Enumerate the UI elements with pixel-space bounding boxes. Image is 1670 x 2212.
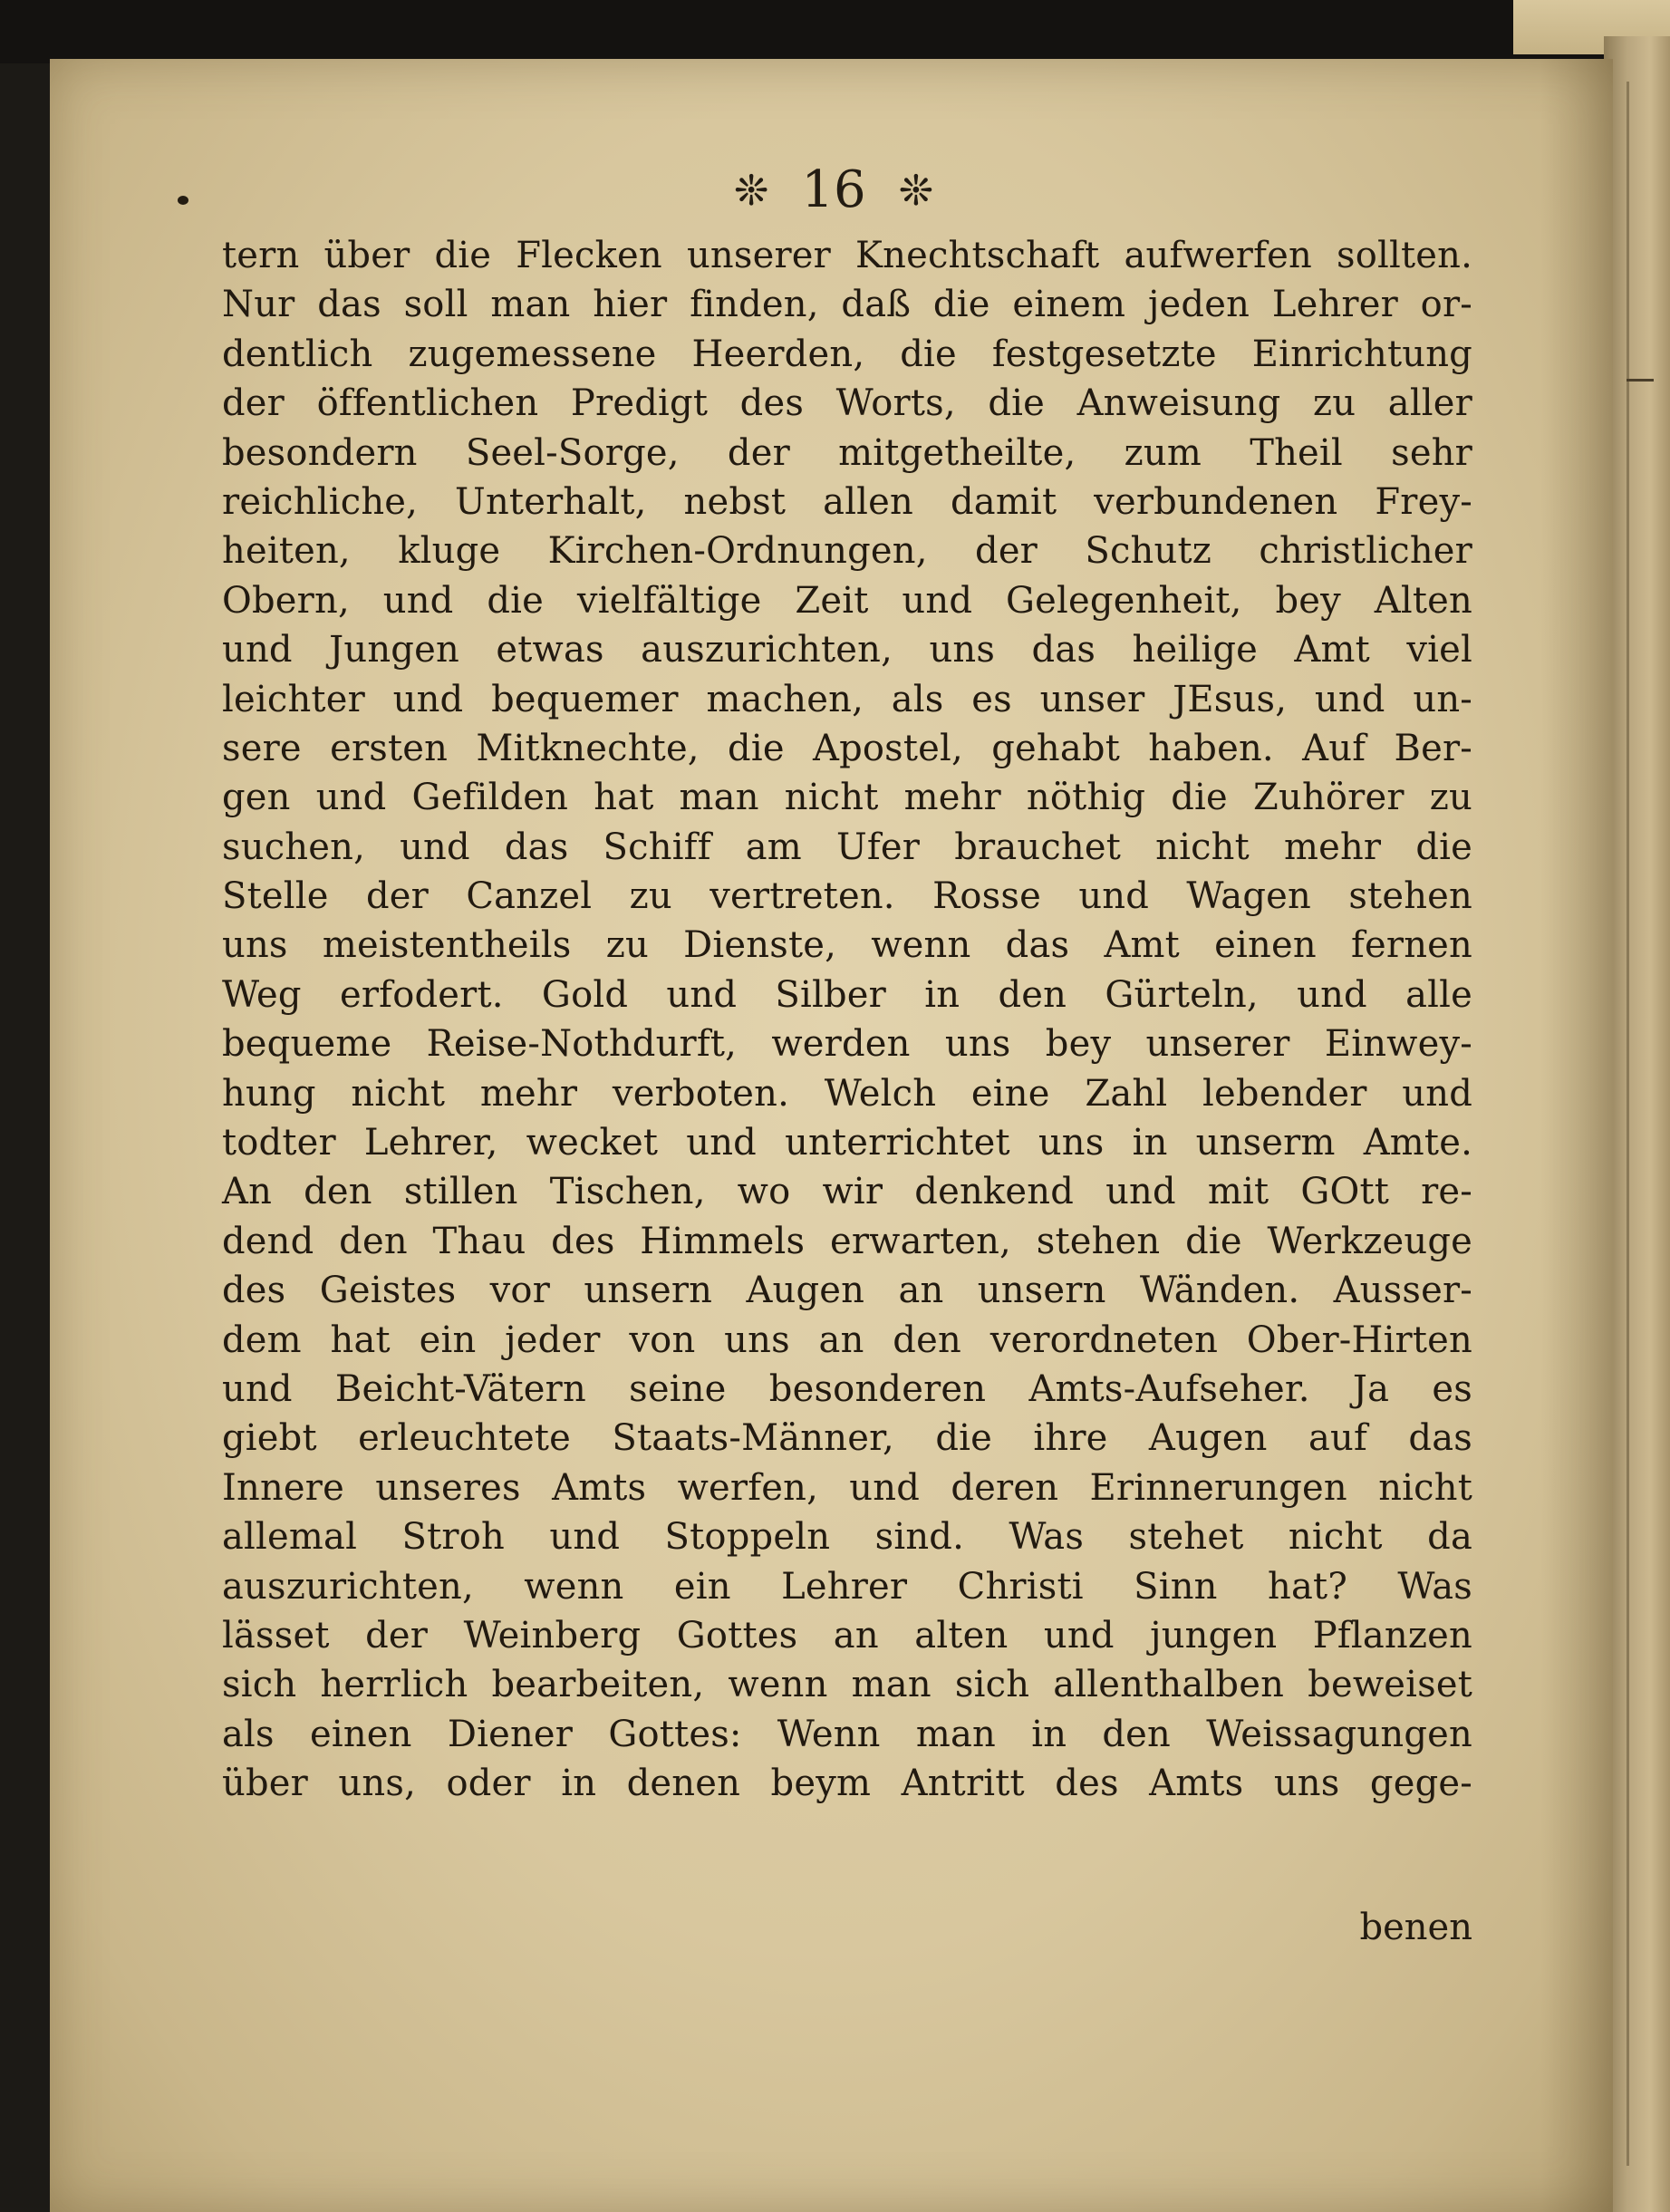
text-line: auszurichten, wenn ein Lehrer Christi Sinn hat? Was — [222, 1565, 1472, 1608]
text-line: und Jungen etwas auszurichten, uns das heilige Amt viel — [222, 629, 1472, 671]
text-line: reichliche, Unterhalt, nebst allen damit verbundenen Frey- — [222, 480, 1472, 523]
text-line: tern über die Flecken unserer Knechtschaft aufwerfen sollten. — [222, 235, 1472, 276]
text-line: Nur das soll man hier finden, daß die einem jeden Lehrer or- — [222, 284, 1472, 326]
text-line: sere ersten Mitknechte, die Apostel, gehabt haben. Auf Ber- — [222, 727, 1472, 769]
text-line: leichter und bequemer machen, als es unser JEsus, und un- — [222, 678, 1472, 720]
text-line: allemal Stroh und Stoppeln sind. Was stehet nicht da — [222, 1516, 1472, 1559]
text-line: bequeme Reise-Nothdurft, werden uns bey unserer Einwey- — [222, 1023, 1472, 1066]
text-line: über uns, oder in denen beym Antritt des Amts uns gege- — [222, 1763, 1472, 1805]
catchword: benen — [1359, 1907, 1472, 1948]
text-line: Stelle der Canzel zu vertreten. Rosse und Wagen stehen — [222, 875, 1472, 918]
text-line: todter Lehrer, wecket und unterrichtet uns in unserm Amte. — [222, 1122, 1472, 1164]
text-line: suchen, und das Schiff am Ufer brauchet nicht mehr die — [222, 826, 1472, 868]
text-line: des Geistes vor unsern Augen an unsern Wänden. Ausser- — [222, 1270, 1472, 1312]
text-line: der öffentlichen Predigt des Worts, die Anweisung zu aller — [222, 382, 1472, 425]
text-line: und Beicht-Vätern seine besonderen Amts-Aufseher. Ja es — [222, 1367, 1472, 1410]
page-header — [634, 154, 1033, 227]
ornament-right-icon: ❊ — [898, 166, 934, 215]
text-line: dem hat ein jeder von uns an den verordneten Ober-Hirten — [222, 1319, 1472, 1361]
text-line: Innere unseres Amts werfen, und deren Erinnerungen nicht — [222, 1466, 1472, 1509]
body-text — [222, 231, 1472, 1809]
text-line: An den stillen Tischen, wo wir denkend und mit GOtt re- — [222, 1171, 1472, 1213]
text-line: hung nicht mehr verboten. Welch eine Zahl lebender und — [222, 1072, 1472, 1115]
ornament-left-icon: ❊ — [733, 166, 769, 215]
text-line: besondern Seel-Sorge, der mitgetheilte, zum Theil sehr — [222, 431, 1472, 474]
margin-dot — [178, 196, 188, 205]
page-number: 16 — [801, 160, 866, 219]
page-gutter-shadow — [1540, 59, 1613, 2212]
backdrop — [0, 0, 1670, 63]
text-line: giebt erleuchtete Staats-Männer, die ihre Augen auf das — [222, 1417, 1472, 1460]
text-line: heiten, kluge Kirchen-Ordnungen, der Schutz christlicher — [222, 530, 1472, 573]
text-line: Weg erfodert. Gold und Silber in den Gürteln, und alle — [222, 973, 1472, 1016]
text-line: Obern, und die vielfältige Zeit und Gelegenheit, bey Alten — [222, 579, 1472, 622]
edge-mark — [1627, 379, 1654, 382]
text-line: als einen Diener Gottes: Wenn man in den Weissagungen — [222, 1713, 1472, 1755]
text-line: gen und Gefilden hat man nicht mehr nöthig die Zuhörer zu — [222, 777, 1472, 819]
text-line: dentlich zugemessene Heerden, die festgesetzte Einrichtung — [222, 333, 1472, 375]
next-page-edge — [1604, 36, 1670, 2212]
text-line: sich herrlich bearbeiten, wenn man sich allenthalben beweiset — [222, 1664, 1472, 1706]
page-stack-line — [1627, 82, 1629, 2166]
text-line: uns meistentheils zu Dienste, wenn das Amt einen fernen — [222, 924, 1472, 967]
text-line: lässet der Weinberg Gottes an alten und jungen Pflanzen — [222, 1614, 1472, 1657]
text-line: dend den Thau des Himmels erwarten, stehen die Werkzeuge — [222, 1220, 1472, 1262]
